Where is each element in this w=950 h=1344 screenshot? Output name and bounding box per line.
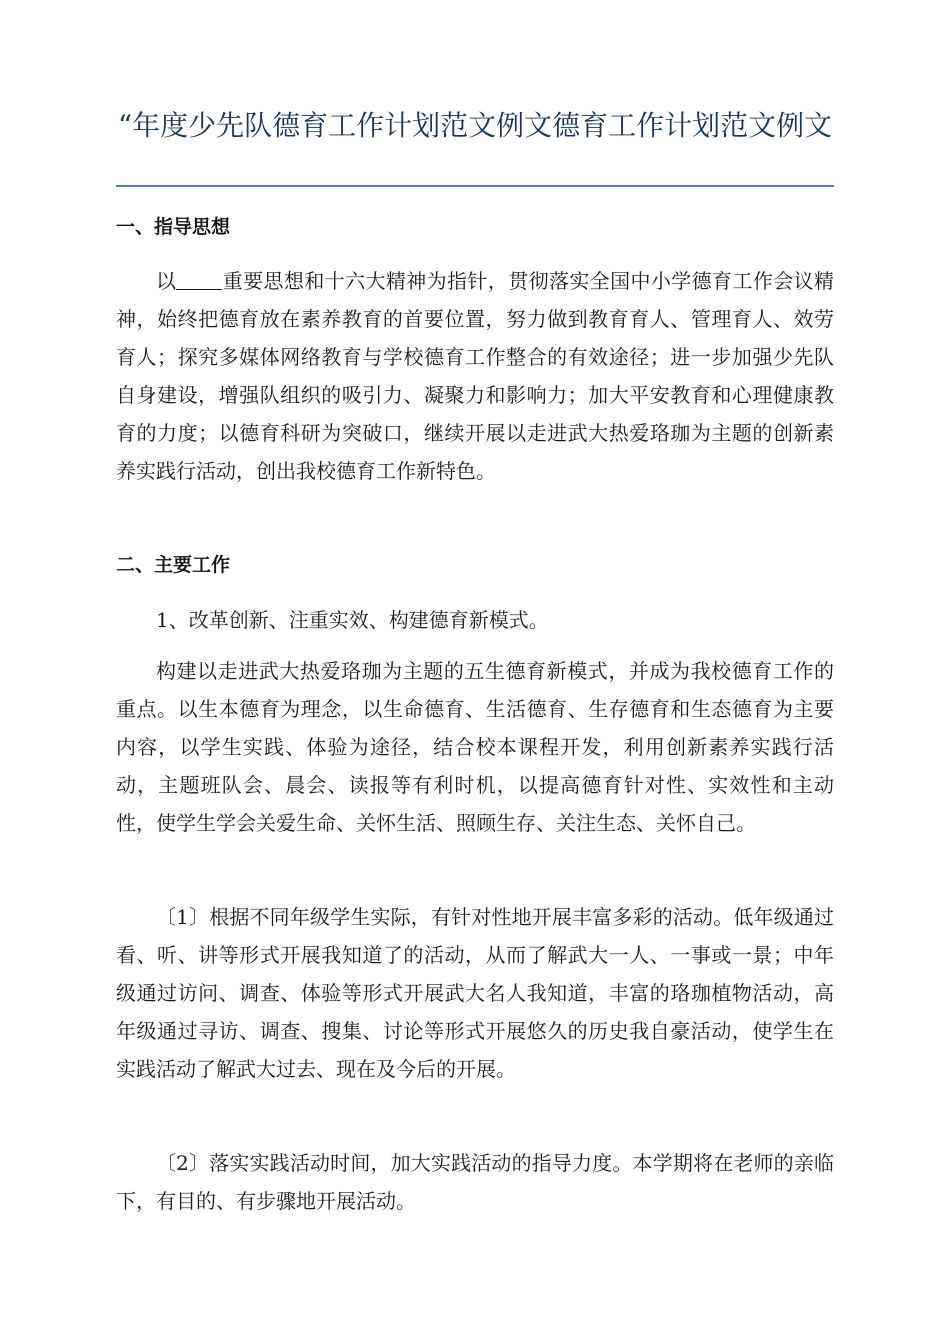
paragraph-guiding-thought	[116, 262, 834, 490]
paragraph-item-2-practice-time: 〔2〕落实实践活动时间，加大实践活动的指导力度。本学期将在老师的亲临下，有目的、有步骤地开展活动。	[116, 1151, 834, 1213]
section-heading-main-work: 二、主要工作	[116, 554, 231, 576]
blank-underline	[176, 271, 222, 290]
section-heading-guiding-thought: 一、指导思想	[116, 216, 231, 238]
document-title: “年度少先队德育工作计划范文例文德育工作计划范文例文	[117, 109, 833, 142]
paragraph-lead-text: 以	[156, 269, 177, 293]
list-item-1: 1、改革创新、注重实效、构建德育新模式。	[156, 608, 549, 632]
paragraph-moral-model: 构建以走进武大热爱珞珈为主题的五生德育新模式，并成为我校德育工作的重点。以生本德育为理念，以生命德育、生活德育、生存德育和生态德育为主要内容，以学生实践、体验为途径，结合校本课程开发，利用创新素养实践行活动，主题班队会、晨会、读报等有利时机，以提高德育针对性、实效性和主动性，使学生学会关爱生命、关怀生活、照顾生存、关注生态、关怀自己。	[116, 659, 834, 835]
title-underline	[116, 185, 834, 187]
paragraph-body-text: 重要思想和十六大精神为指针，贯彻落实全国中小学德育工作会议精神，始终把德育放在素养教育的首要位置，努力做到教育育人、管理育人、效劳育人；探究多媒体网络教育与学校德育工作整合的有效途径；进一步加强少先队自身建设，增强队组织的吸引力、凝聚力和影响力；加大平安教育和心理健康教育的力度；以德育科研为突破口，继续开展以走进武大热爱珞珈为主题的创新素养实践行活动，创出我校德育工作新特色。	[116, 269, 835, 483]
paragraph-item-1-activities: 〔1〕根据不同年级学生实际，有针对性地开展丰富多彩的活动。低年级通过看、听、讲等形式开展我知道了的活动，从而了解武大一人、一事或一景；中年级通过访问、调查、体验等形式开展武大名人我知道，丰富的珞珈植物活动，高年级通过寻访、调查、搜集、讨论等形式开展悠久的历史我自豪活动，使学生在实践活动了解武大过去、现在及今后的开展。	[116, 905, 834, 1081]
